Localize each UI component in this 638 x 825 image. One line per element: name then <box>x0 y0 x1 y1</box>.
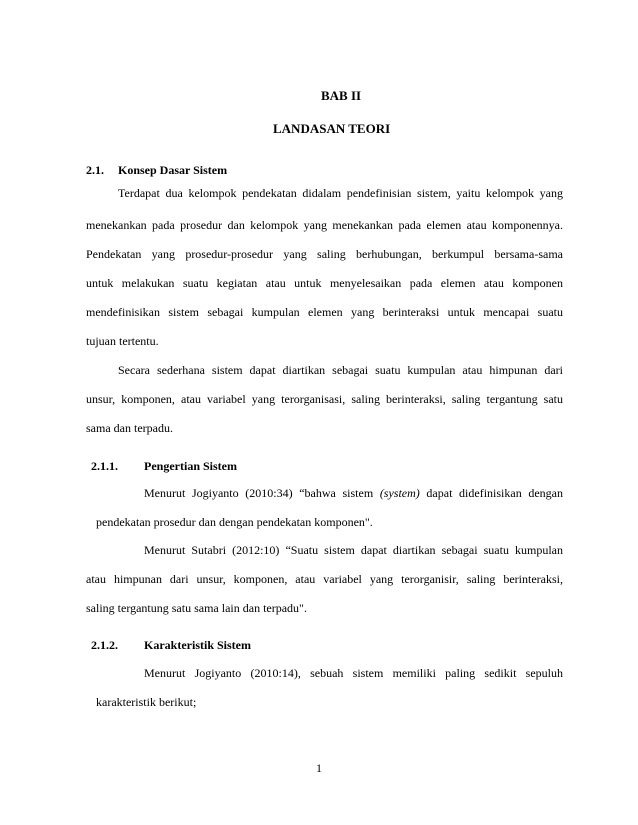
text-run: dapat didefinisikan dengan <box>419 486 563 500</box>
paragraph-line: Pendekatan yang prosedur-prosedur yang saling berhubungan, berkumpul bersama-sama <box>86 247 563 261</box>
paragraph-line: Menurut Sutabri (2012:10) “Suatu sistem dapat diartikan sebagai suatu kumpulan <box>144 543 563 557</box>
paragraph-line: Terdapat dua kelompok pendekatan didalam pendefinisian sistem, yaitu kelompok yang <box>118 186 563 200</box>
paragraph-line <box>144 486 563 501</box>
section-title: Konsep Dasar Sistem <box>118 163 228 177</box>
paragraph-line: untuk melakukan suatu kegiatan atau untuk menyelesaikan pada elemen atau komponen <box>86 276 563 290</box>
paragraph-line: mendefinisikan sistem sebagai kumpulan elemen yang berinteraksi untuk mencapai suatu <box>86 305 563 319</box>
paragraph-line: saling tergantung satu sama lain dan terpadu". <box>86 601 307 615</box>
subsection-number: 2.1.1. <box>91 459 118 473</box>
text-run: Menurut Jogiyanto (2010:34) “bahwa sistem <box>144 486 380 500</box>
paragraph-line: pendekatan prosedur dan dengan pendekatan komponen". <box>96 515 373 529</box>
paragraph-line: Secara sederhana sistem dapat diartikan sebagai suatu kumpulan atau himpunan dari <box>118 363 563 377</box>
paragraph-line: atau himpunan dari unsur, komponen, atau variabel yang terorganisir, saling berinteraksi, <box>86 572 563 586</box>
subsection-title: Pengertian Sistem <box>144 459 237 473</box>
subsection-title: Karakteristik Sistem <box>144 638 251 652</box>
italic-term: (system) <box>379 486 420 500</box>
paragraph-line: karakteristik berikut; <box>96 695 197 709</box>
paragraph-line: tujuan tertentu. <box>86 334 159 348</box>
paragraph-line: Menurut Jogiyanto (2010:14), sebuah sistem memiliki paling sedikit sepuluh <box>144 666 563 680</box>
chapter-number: BAB II <box>321 88 362 103</box>
chapter-title: LANDASAN TEORI <box>273 121 391 136</box>
page-number: 1 <box>316 761 322 775</box>
paragraph-line: menekankan pada prosedur dan kelompok yang menekankan pada elemen atau komponennya. <box>86 218 563 232</box>
subsection-number: 2.1.2. <box>91 638 118 652</box>
paragraph-line: unsur, komponen, atau variabel yang terorganisasi, saling berinteraksi, saling tergantung satu <box>86 392 563 406</box>
paragraph-line: sama dan terpadu. <box>86 421 173 435</box>
section-number: 2.1. <box>86 163 104 177</box>
